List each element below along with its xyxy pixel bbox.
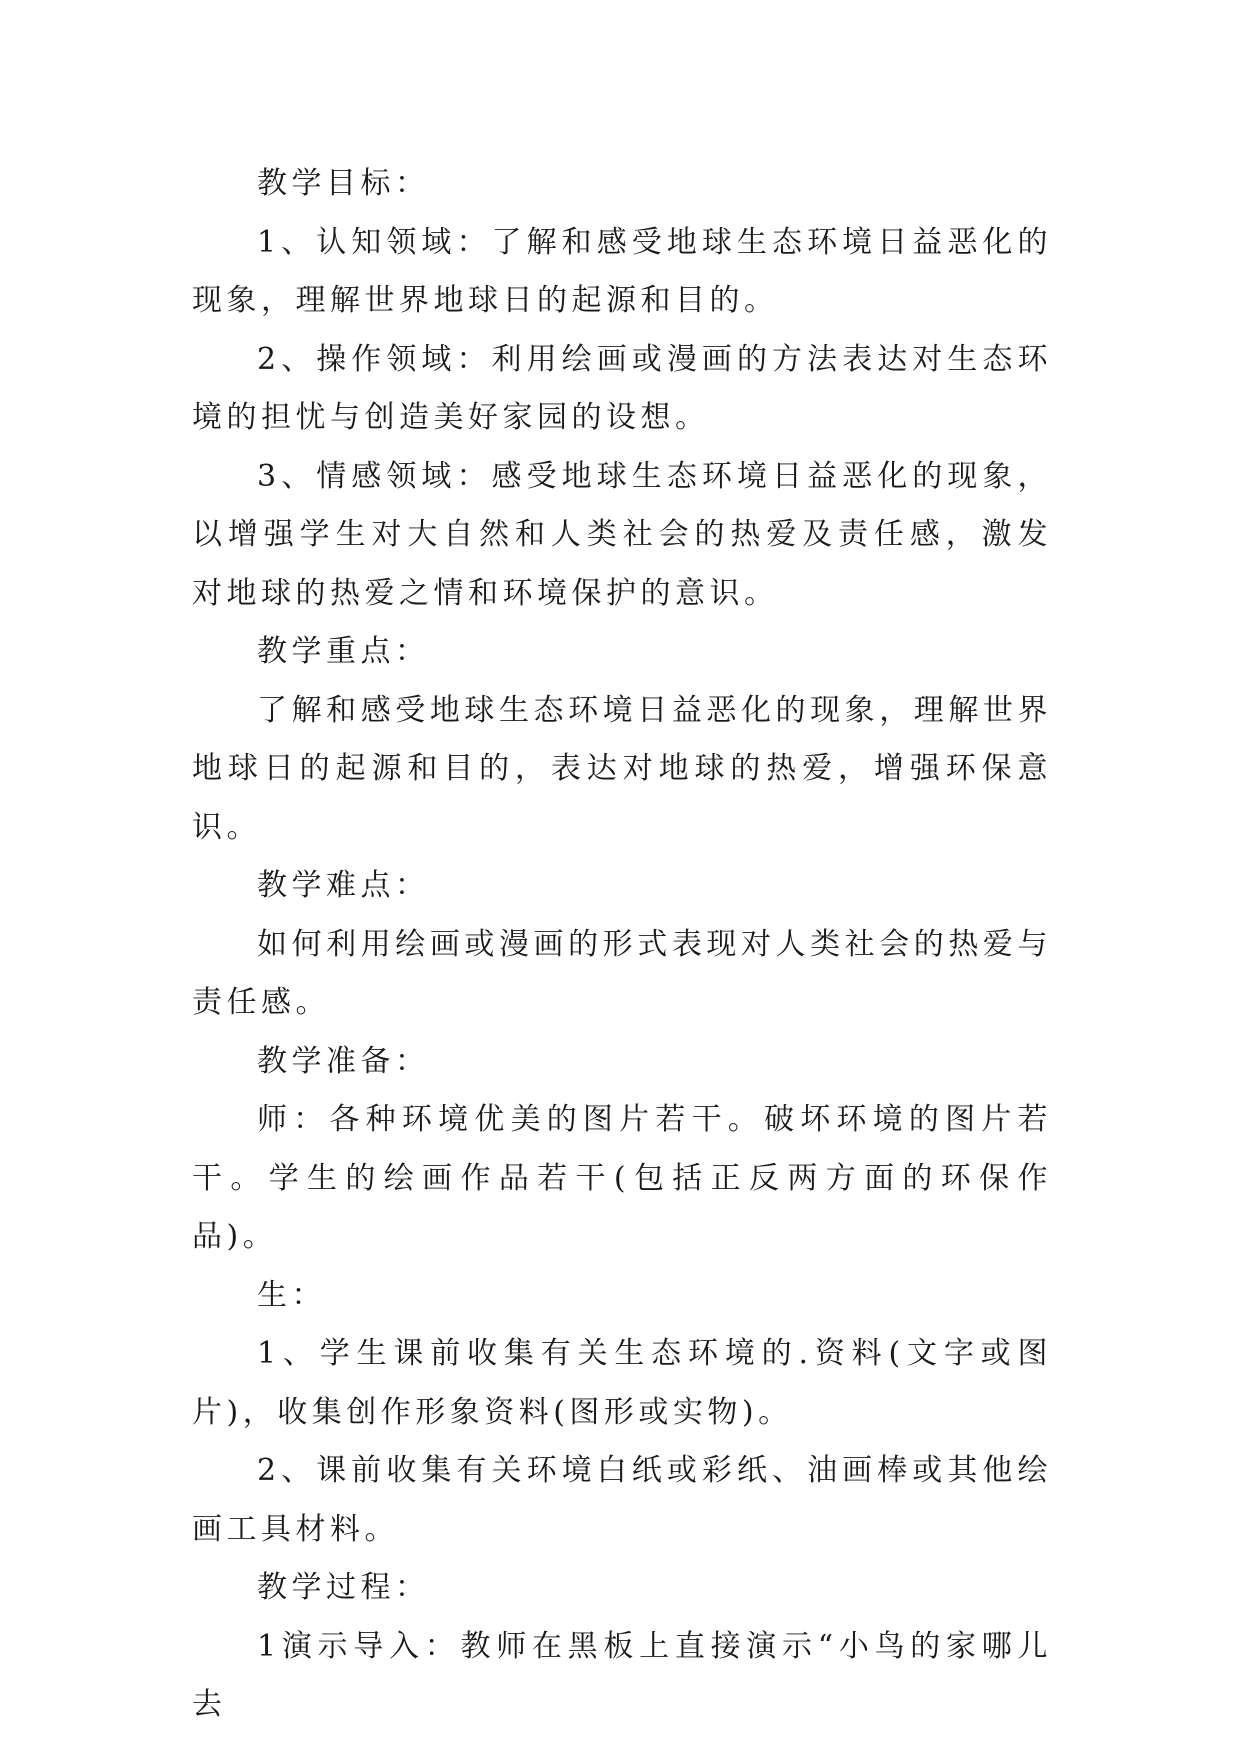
goal-emotion: 3、情感领域：感受地球生态环境日益恶化的现象，以增强学生对大自然和人类社会的热爱及责任感，激发对地球的热爱之情和环境保护的意识。 <box>192 458 1052 611</box>
heading-difficulties: 教学难点： <box>257 868 430 903</box>
heading-key-points: 教学重点： <box>257 634 430 669</box>
preparation-teacher: 师：各种环境优美的图片若干。破坏环境的图片若干。学生的绘画作品若干(包括正反两方面的环保作品)。 <box>192 1102 1052 1254</box>
document-body <box>192 155 1052 1735</box>
heading-teaching-goals: 教学目标： <box>257 166 430 201</box>
key-points-text: 了解和感受地球生态环境日益恶化的现象，理解世界地球日的起源和目的，表达对地球的热爱，增强环保意识。 <box>192 692 1052 845</box>
preparation-student-2: 2、课前收集有关环境白纸或彩纸、油画棒或其他绘画工具材料。 <box>192 1453 1052 1547</box>
preparation-student-1: 1、学生课前收集有关生态环境的.资料(文字或图片)，收集创作形象资料(图形或实物)。 <box>192 1336 1052 1430</box>
heading-process: 教学过程： <box>257 1570 430 1605</box>
heading-preparation: 教学准备： <box>257 1043 430 1079</box>
difficulties-text: 如何利用绘画或漫画的形式表现对人类社会的热爱与责任感。 <box>192 926 1052 1020</box>
goal-cognitive: 1、认知领域：了解和感受地球生态环境日益恶化的现象，理解世界地球日的起源和目的。 <box>192 224 1052 318</box>
process-step-1: 1演示导入：教师在黑板上直接演示“小鸟的家哪儿去 <box>192 1628 1052 1722</box>
preparation-student-label: 生： <box>257 1277 326 1313</box>
goal-operation: 2、操作领域：利用绘画或漫画的方法表达对生态环境的担忧与创造美好家园的设想。 <box>192 341 1052 435</box>
